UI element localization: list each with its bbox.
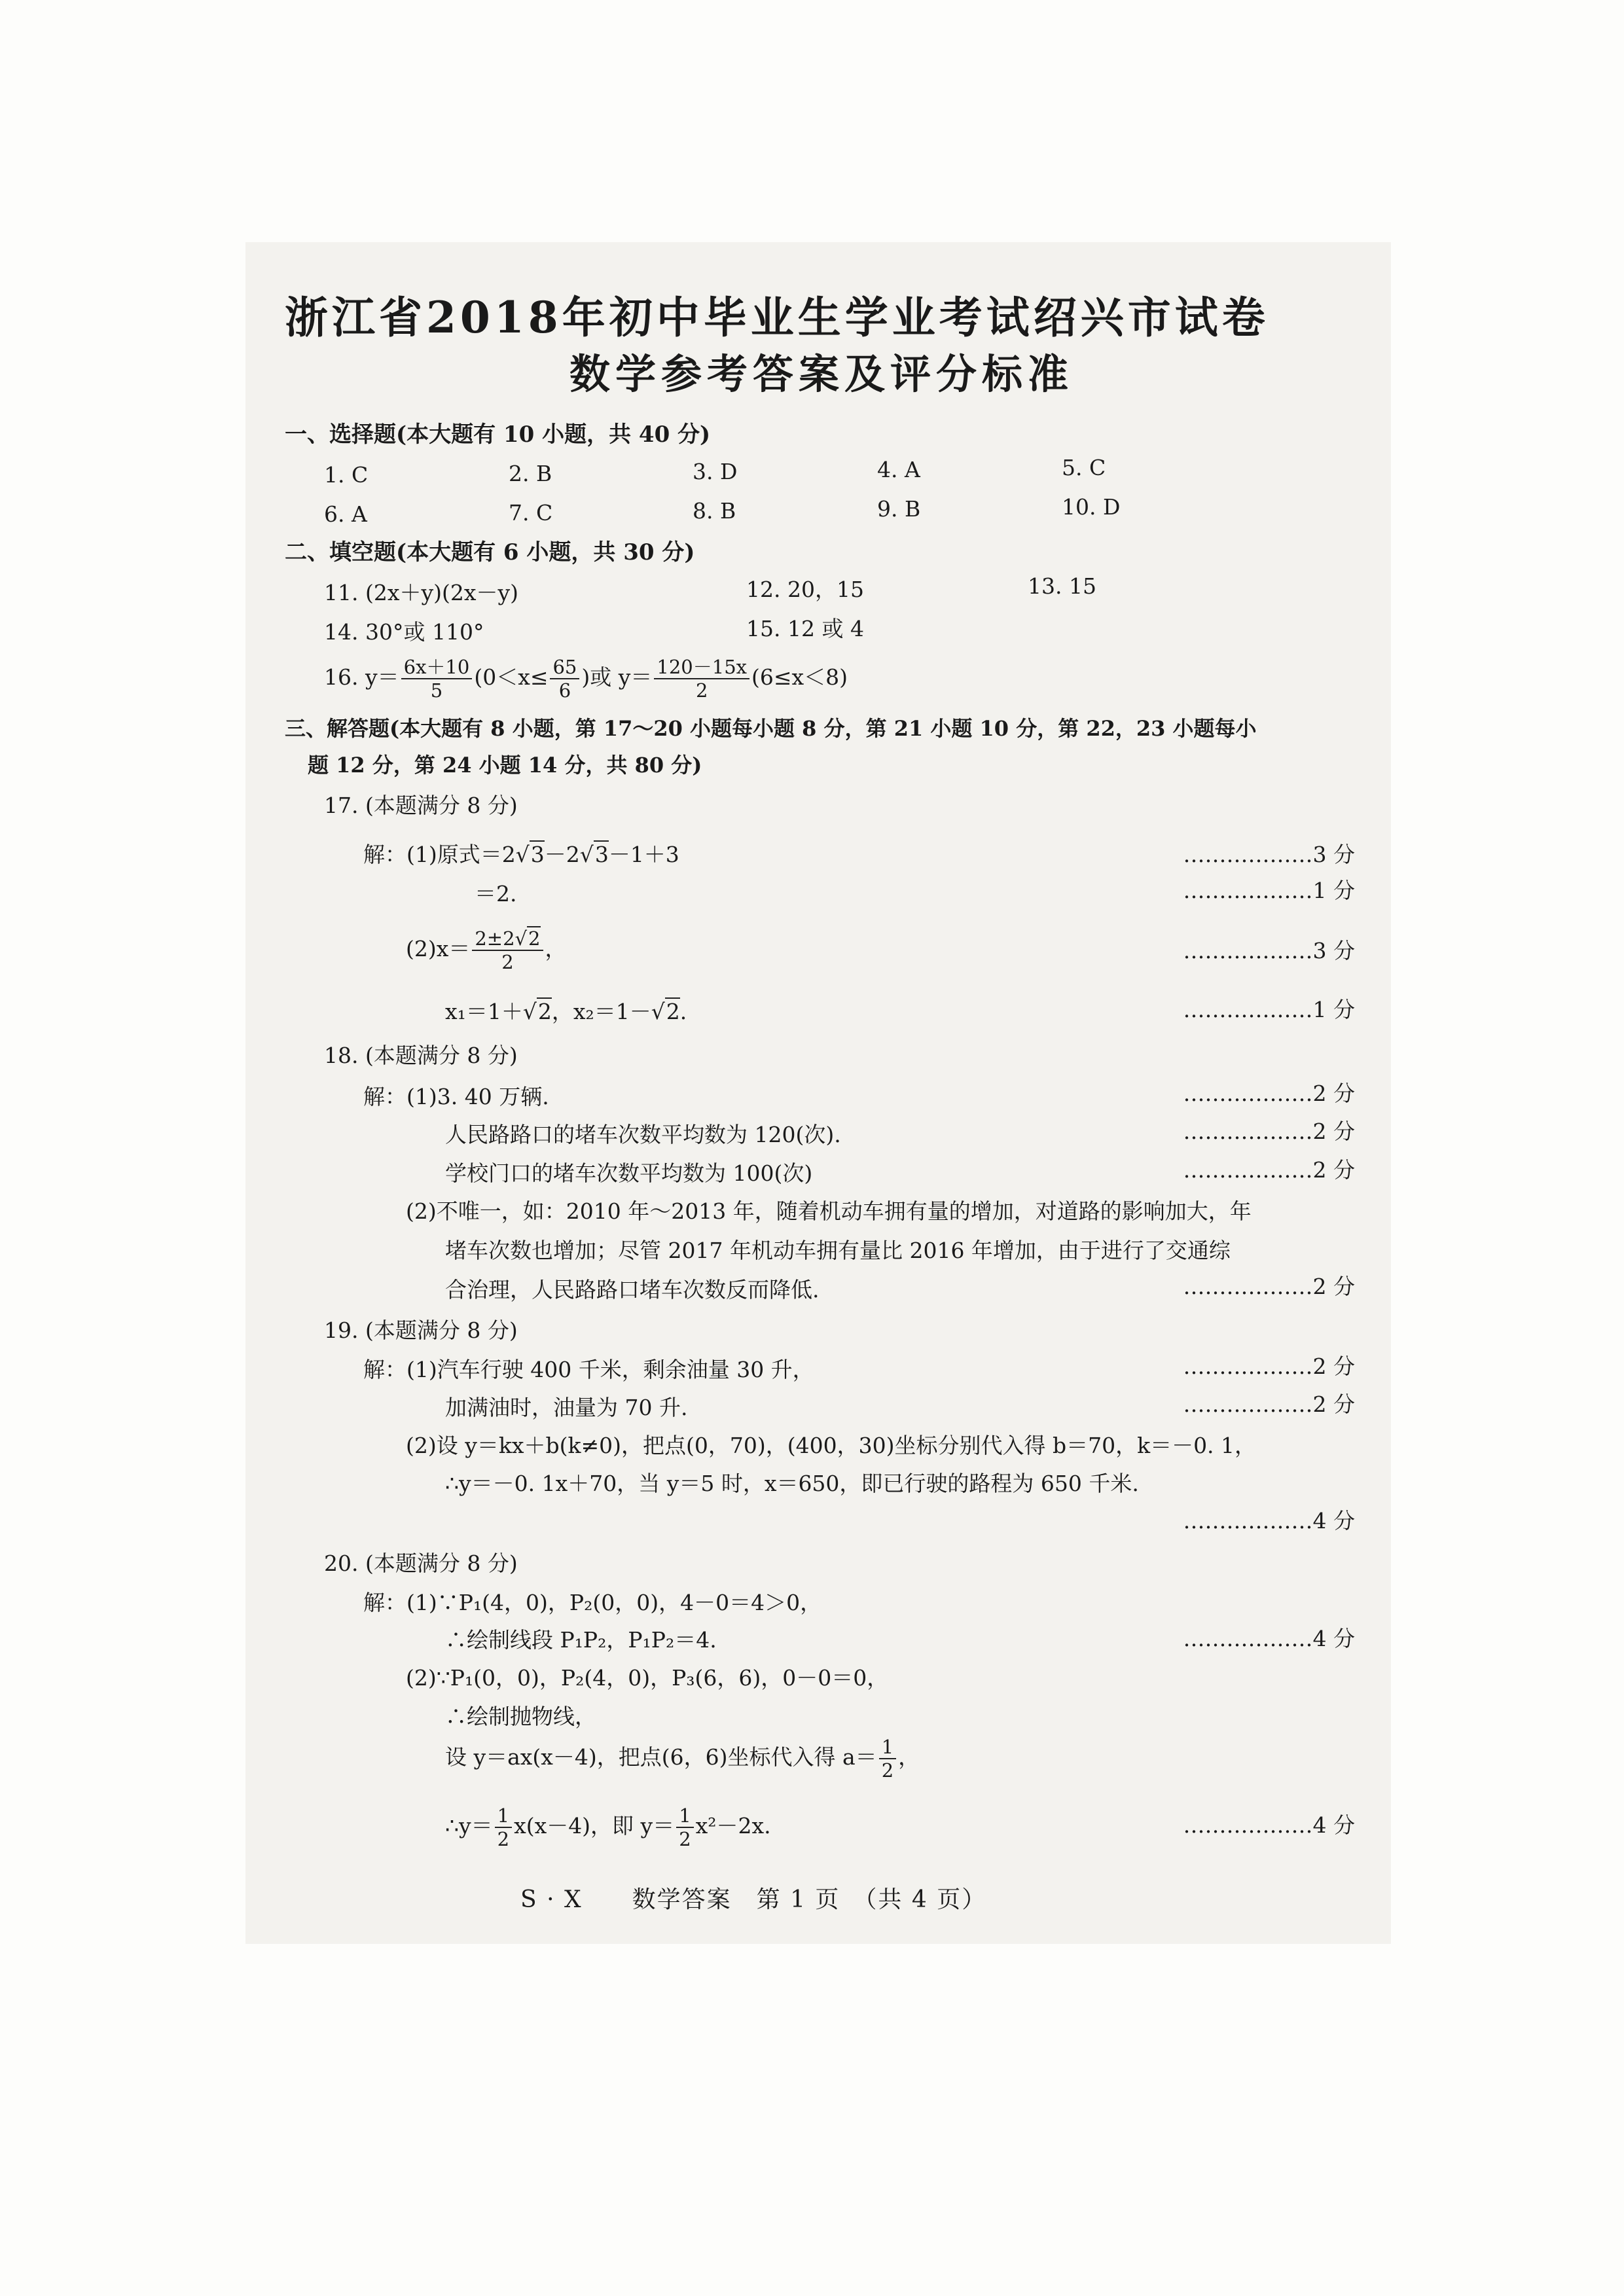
- score-mark: ………………2 分: [1183, 1274, 1355, 1299]
- numerator: 2±2√2: [472, 927, 543, 951]
- denominator: 2: [881, 1759, 894, 1782]
- fraction: [401, 656, 473, 702]
- section-heading: 三、解答题(本大题有 8 小题，第 17～20 小题每小题 8 分，第 21 小题 10 分，第 22，23 小题每小: [285, 716, 1257, 741]
- solution-line: 加满油时，油量为 70 升.: [445, 1395, 688, 1420]
- answer-item: 10. D: [1062, 494, 1121, 520]
- text: ，: [898, 1744, 920, 1770]
- fraction: [676, 1804, 693, 1850]
- denominator: 2: [695, 679, 708, 702]
- text: 设 y＝ax(x－4)，把点(6，6)坐标代入得 a＝: [445, 1744, 877, 1770]
- text: x(x－4)，即 y＝: [514, 1813, 675, 1839]
- text: 16. y＝: [324, 664, 399, 690]
- section-heading: 一、选择题(本大题有 10 小题，共 40 分): [285, 422, 711, 448]
- answer-item-16: [324, 655, 848, 702]
- numerator: 1: [879, 1736, 896, 1759]
- solution-line: 合治理，人民路路口堵车次数反而降低.: [445, 1277, 820, 1302]
- score-mark: ………………3 分: [1183, 842, 1355, 867]
- score-mark: ………………2 分: [1183, 1354, 1355, 1379]
- answer-item: 12. 20，15: [746, 577, 864, 602]
- answer-item: 9. B: [877, 496, 921, 522]
- solution-line: (2)设 y＝kx＋b(k≠0)，把点(0，70)，(400，30)坐标分别代入得 b＝70，k＝－0. 1，: [406, 1433, 1257, 1458]
- solution-line: ∴绘制线段 P₁P₂，P₁P₂＝4.: [445, 1627, 717, 1653]
- solution-line: 解：(1)汽车行驶 400 千米，剩余油量 30 升，: [363, 1357, 814, 1382]
- solution-line: [406, 926, 567, 973]
- radicand: 2: [666, 999, 680, 1024]
- score-mark: ………………2 分: [1183, 1119, 1355, 1144]
- text: x²－2x.: [695, 1813, 771, 1839]
- text: (0＜x≤: [474, 664, 549, 690]
- solution-line: 学校门口的堵车次数平均数为 100(次): [445, 1160, 813, 1186]
- score-mark: ………………4 分: [1183, 1508, 1355, 1534]
- solution-line: ＝2.: [475, 881, 517, 906]
- text: －1＋3: [608, 842, 679, 867]
- answer-item: 5. C: [1062, 455, 1106, 480]
- denominator: 6: [558, 679, 571, 702]
- text: (6≤x＜8): [751, 664, 848, 690]
- answer-item: 8. B: [693, 498, 736, 524]
- score-mark: ………………3 分: [1183, 938, 1355, 963]
- text: )或 y＝: [581, 664, 653, 690]
- denominator: 5: [430, 679, 443, 702]
- radicand: 3: [530, 842, 545, 867]
- numerator: 1: [495, 1804, 512, 1828]
- answer-item: 13. 15: [1028, 573, 1096, 599]
- radicand: 2: [528, 927, 541, 950]
- score-mark: ………………1 分: [1183, 878, 1355, 903]
- page-subtitle: 数学参考答案及评分标准: [569, 350, 1074, 398]
- solution-line: 堵车次数也增加；尽管 2017 年机动车拥有量比 2016 年增加，由于进行了交通综: [445, 1238, 1231, 1263]
- section-heading-cont: 题 12 分，第 24 小题 14 分，共 80 分): [308, 753, 702, 778]
- page-footer: S · X 数学答案 第 1 页 （共 4 页）: [520, 1886, 987, 1913]
- question-heading: 19. (本题满分 8 分): [324, 1318, 518, 1343]
- numerator: 65: [550, 656, 579, 679]
- solution-line: (2)∵P₁(0，0)，P₂(4，0)，P₃(6，6)，0－0＝0，: [406, 1665, 889, 1691]
- solution-line: 人民路路口的堵车次数平均数为 120(次).: [445, 1122, 841, 1147]
- denominator: 2: [501, 951, 514, 973]
- answer-item: 14. 30°或 110°: [324, 619, 484, 645]
- answer-item: 15. 12 或 4: [746, 616, 864, 641]
- fraction: [550, 656, 579, 702]
- score-mark: ………………1 分: [1183, 997, 1355, 1022]
- text: ，: [545, 936, 567, 961]
- score-mark: ………………4 分: [1183, 1812, 1355, 1838]
- fraction: [495, 1804, 512, 1850]
- solution-line: ∴y＝－0. 1x＋70，当 y＝5 时，x＝650，即已行驶的路程为 650 千米.: [445, 1471, 1139, 1496]
- question-heading: 17. (本题满分 8 分): [324, 793, 518, 818]
- solution-line: ∴绘制抛物线，: [445, 1704, 596, 1729]
- text: －2: [544, 842, 580, 867]
- answer-item: 11. (2x＋y)(2x－y): [324, 580, 518, 605]
- solution-line: x₁＝1＋√2，x₂＝1－√2.: [445, 999, 687, 1024]
- solution-line: (2)不唯一，如：2010 年～2013 年，随着机动车拥有量的增加，对道路的影响加大，年: [406, 1198, 1252, 1224]
- score-mark: ………………4 分: [1183, 1626, 1355, 1651]
- text: x₁＝1＋: [445, 999, 523, 1024]
- answer-item: 2. B: [509, 461, 552, 486]
- answer-item: 3. D: [693, 459, 738, 484]
- answer-item: 7. C: [509, 500, 553, 526]
- solution-line: [445, 1803, 771, 1850]
- answer-item: 6. A: [324, 501, 367, 527]
- score-mark: ………………2 分: [1183, 1157, 1355, 1183]
- radicand: 2: [537, 999, 552, 1024]
- numerator: 1: [676, 1804, 693, 1828]
- numerator: 6x＋10: [401, 656, 473, 679]
- score-mark: ………………2 分: [1183, 1391, 1355, 1417]
- text: 解：(1)原式＝2: [363, 842, 516, 867]
- answer-item: 1. C: [324, 462, 369, 488]
- solution-line: 解：(1)原式＝2√3－2√3－1＋3: [363, 842, 679, 867]
- question-heading: 20. (本题满分 8 分): [324, 1551, 518, 1576]
- numerator: 120－15x: [654, 656, 749, 679]
- radicand: 3: [594, 842, 609, 867]
- solution-line: 解：(1)∵P₁(4，0)，P₂(0，0)，4－0＝4＞0，: [363, 1590, 822, 1615]
- fraction: [879, 1736, 896, 1782]
- question-heading: 18. (本题满分 8 分): [324, 1043, 518, 1068]
- answer-item: 4. A: [877, 457, 920, 482]
- score-mark: ………………2 分: [1183, 1081, 1355, 1106]
- text: ∴y＝: [445, 1813, 493, 1839]
- fraction: [654, 656, 749, 702]
- denominator: 2: [679, 1828, 691, 1850]
- page-title: 浙江省2018年初中毕业生学业考试绍兴市试卷: [285, 292, 1269, 343]
- denominator: 2: [497, 1828, 510, 1850]
- solution-line: 解：(1)3. 40 万辆.: [363, 1084, 549, 1109]
- section-heading: 二、填空题(本大题有 6 小题，共 30 分): [285, 539, 695, 565]
- text: (2)x＝: [406, 936, 471, 961]
- solution-line: [445, 1734, 920, 1782]
- fraction: [472, 927, 543, 973]
- text: ，x₂＝1－: [551, 999, 651, 1024]
- text: 2±2: [475, 927, 515, 950]
- text: .: [679, 999, 687, 1024]
